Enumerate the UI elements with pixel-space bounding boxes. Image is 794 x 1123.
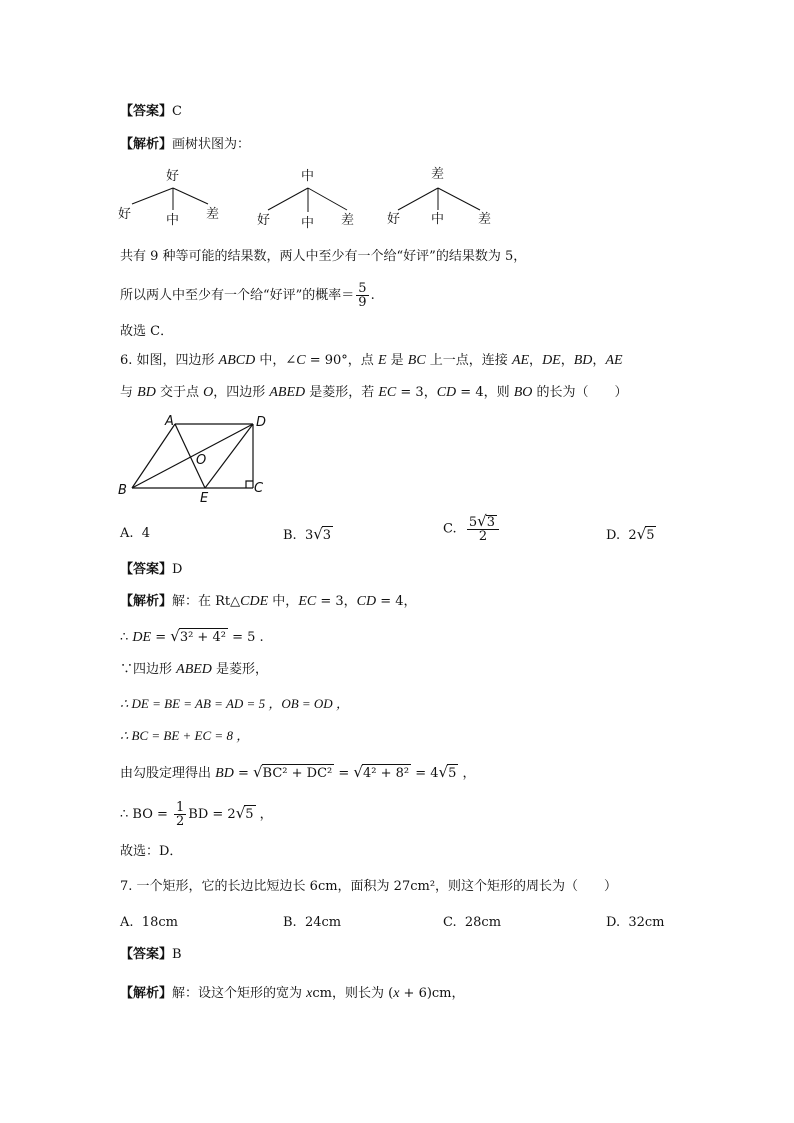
- option-label: A.: [120, 526, 134, 541]
- option-value: 24cm: [304, 915, 342, 930]
- t: EC: [298, 594, 317, 609]
- vertex-label-c: C: [254, 481, 264, 496]
- option-label: C.: [443, 521, 457, 537]
- tree-leaf-1-1: 好: [118, 207, 132, 222]
- tree-leaf-2-3: 差: [341, 213, 355, 228]
- t: 6. 如图，四边形: [120, 353, 219, 368]
- tree-leaf-3-2: 中: [431, 212, 445, 227]
- t: EC: [378, 385, 397, 400]
- q7-option-a: [120, 914, 178, 932]
- option-label: A.: [120, 915, 134, 930]
- t: x: [306, 986, 313, 1001]
- q6-conclusion: 故选：D．: [120, 844, 183, 859]
- sqrt-icon: √: [313, 525, 323, 543]
- t: ，: [560, 353, 574, 368]
- t: ，四边形: [213, 385, 270, 400]
- t: 中，∠: [255, 353, 297, 368]
- vertex-label-b: B: [118, 483, 127, 498]
- option-label: D.: [606, 915, 621, 930]
- q6-analysis-line3: [120, 661, 268, 679]
- num-radicand: 3: [486, 515, 496, 530]
- q7-option-b: [283, 914, 341, 932]
- q7-stem: 7. 一个矩形，它的长边比短边长 6cm，面积为 27cm²，则这个矩形的周长为（ ）: [120, 879, 618, 894]
- option-value: 4: [141, 526, 151, 541]
- option-fraction: [467, 512, 499, 544]
- radicand: 4² + 8²: [362, 766, 410, 781]
- radicand: 5: [245, 807, 254, 822]
- rhombus-figure: [115, 412, 275, 507]
- t: = 5 .: [227, 630, 264, 645]
- vertex-label-d: D: [256, 415, 267, 430]
- t: ∴ BO =: [120, 807, 173, 822]
- q6-option-c: [443, 512, 501, 544]
- radicand: 3² + 4²: [179, 630, 226, 645]
- t: 是菱形，若: [305, 385, 379, 400]
- fraction-numerator: 1: [176, 800, 185, 815]
- analysis-label: 【解析】: [120, 986, 173, 1001]
- fraction-denominator: 2: [176, 814, 185, 829]
- t: BD: [215, 766, 234, 781]
- analysis-label: 【解析】: [120, 137, 173, 152]
- q6-option-b: [283, 525, 333, 545]
- q6-analysis-line5: ∴ BC = BE + EC = 8 ，: [120, 728, 250, 743]
- option-label: B.: [283, 528, 297, 543]
- t: = 3，: [396, 385, 437, 400]
- t: 是: [386, 353, 408, 368]
- t: =: [233, 766, 253, 781]
- tree-root-3: 差: [431, 167, 445, 182]
- answer-value: D: [172, 562, 183, 577]
- t: 解：设这个矩形的宽为: [172, 986, 307, 1001]
- q5-line1: 共有 9 种等可能的结果数，两人中至少有一个给“好评”的结果数为 5，: [120, 249, 527, 264]
- q6-analysis-line1: [120, 593, 417, 611]
- t: 与: [120, 385, 138, 400]
- t: BO: [513, 385, 533, 400]
- q5-answer-line: [120, 103, 182, 121]
- radicand: 5: [448, 766, 457, 781]
- fraction-numerator: [467, 512, 499, 530]
- option-radicand: 3: [322, 528, 332, 543]
- q5-conclusion: 故选 C．: [120, 324, 174, 339]
- t: 上一点，连接: [425, 353, 512, 368]
- q7-answer-line: [120, 946, 182, 964]
- t: ABCD: [218, 353, 256, 368]
- t: = 90°，点: [305, 353, 378, 368]
- t: ∴: [120, 630, 133, 645]
- q7-option-c: [443, 914, 501, 932]
- sqrt-icon: √: [438, 763, 449, 781]
- fraction-denominator: 9: [358, 295, 367, 310]
- fraction-denominator: 2: [478, 529, 488, 544]
- q6-option-d: [606, 525, 656, 545]
- tree-leaf-3-3: 差: [478, 212, 492, 227]
- t: = 3，: [316, 594, 357, 609]
- answer-label: 【答案】: [120, 562, 173, 577]
- tree-root-1: 好: [166, 169, 180, 184]
- t: = 4，则: [456, 385, 514, 400]
- t: CD: [436, 385, 457, 400]
- sqrt-icon: √: [353, 763, 363, 781]
- t: ，: [592, 353, 606, 368]
- vertex-label-e: E: [200, 491, 209, 506]
- probability-fraction: [356, 282, 368, 309]
- t: cm，则长为 (: [312, 986, 394, 1001]
- tree-leaf-2-2: 中: [301, 216, 315, 231]
- vertex-label-a: A: [165, 414, 174, 429]
- tree-diagram: [110, 160, 510, 235]
- q7-option-d: [606, 914, 665, 932]
- q5-analysis-line: [120, 136, 250, 154]
- q6-option-a: [120, 525, 150, 543]
- t: O: [203, 385, 214, 400]
- option-value: 32cm: [628, 915, 665, 930]
- sqrt-icon: √: [636, 525, 647, 543]
- option-label: C.: [443, 915, 457, 930]
- t: BD: [137, 385, 156, 400]
- tree-leaf-3-1: 好: [387, 212, 401, 227]
- t: + 6)cm，: [399, 986, 465, 1001]
- t: 是菱形，: [211, 662, 269, 677]
- q5-line2-text: 所以两人中至少有一个给“好评”的概率＝: [120, 288, 355, 303]
- q6-analysis-line2: [120, 627, 264, 647]
- t: ∵四边形: [120, 662, 177, 677]
- q5-line2-end: .: [370, 288, 375, 303]
- q6-stem-line2: [120, 384, 628, 402]
- analysis-label: 【解析】: [120, 594, 173, 609]
- answer-label: 【答案】: [120, 947, 173, 962]
- t: ，: [255, 807, 273, 822]
- answer-value: B: [172, 947, 182, 962]
- option-label: D.: [606, 528, 621, 543]
- t: AE: [511, 353, 530, 368]
- t: BC: [407, 353, 426, 368]
- t: 由勾股定理得出: [120, 766, 216, 781]
- answer-value: C: [172, 104, 182, 119]
- tree-leaf-1-3: 差: [206, 207, 220, 222]
- t: ，: [529, 353, 543, 368]
- sqrt-icon: √: [252, 763, 263, 781]
- t: 解：在 Rt△: [172, 594, 241, 609]
- option-coef: 2: [628, 528, 637, 543]
- num-coef: 5: [468, 515, 478, 530]
- vertex-label-o: O: [196, 453, 207, 468]
- q5-line2: [120, 282, 375, 309]
- t: C: [296, 353, 306, 368]
- option-radicand: 5: [646, 528, 655, 543]
- t: x: [393, 986, 400, 1001]
- tree-root-2: 中: [301, 169, 315, 184]
- t: BD: [573, 353, 593, 368]
- t: 交于点: [155, 385, 204, 400]
- t: CD: [356, 594, 377, 609]
- option-value: 18cm: [141, 915, 178, 930]
- q6-analysis-line7: [120, 801, 273, 828]
- option-coef: 3: [304, 528, 314, 543]
- t: CDE: [240, 594, 269, 609]
- t: BD = 2: [188, 807, 236, 822]
- t: 中，: [268, 594, 299, 609]
- t: ，: [458, 766, 476, 781]
- q6-analysis-line4: ∴ DE = BE = AB = AD = 5 ，OB = OD ，: [120, 696, 349, 711]
- sqrt-icon: √: [170, 627, 180, 645]
- sqrt-icon: √: [235, 804, 246, 822]
- tree-leaf-1-2: 中: [166, 213, 180, 228]
- radicand: BC² + DC²: [262, 766, 333, 781]
- t: =: [334, 766, 354, 781]
- t: = 4: [411, 766, 439, 781]
- sqrt-icon: √: [477, 512, 487, 530]
- t: DE: [542, 353, 561, 368]
- t: AE: [605, 353, 623, 368]
- t: 的长为（ ）: [532, 385, 628, 400]
- option-value: 28cm: [464, 915, 502, 930]
- analysis-intro: 画树状图为：: [172, 137, 251, 152]
- t: ABED: [176, 662, 212, 677]
- q6-analysis-line6: [120, 763, 476, 783]
- q7-analysis-line1: [120, 985, 465, 1003]
- answer-label: 【答案】: [120, 104, 173, 119]
- tree-leaf-2-1: 好: [257, 213, 271, 228]
- t: DE: [132, 630, 152, 645]
- fraction-numerator: 5: [358, 281, 367, 296]
- q6-answer-line: [120, 561, 182, 579]
- t: = 4，: [376, 594, 417, 609]
- q6-stem-line1: [120, 352, 623, 370]
- half-fraction: [174, 801, 186, 828]
- t: E: [377, 353, 387, 368]
- t: ABED: [269, 385, 306, 400]
- t: =: [151, 630, 171, 645]
- option-label: B.: [283, 915, 297, 930]
